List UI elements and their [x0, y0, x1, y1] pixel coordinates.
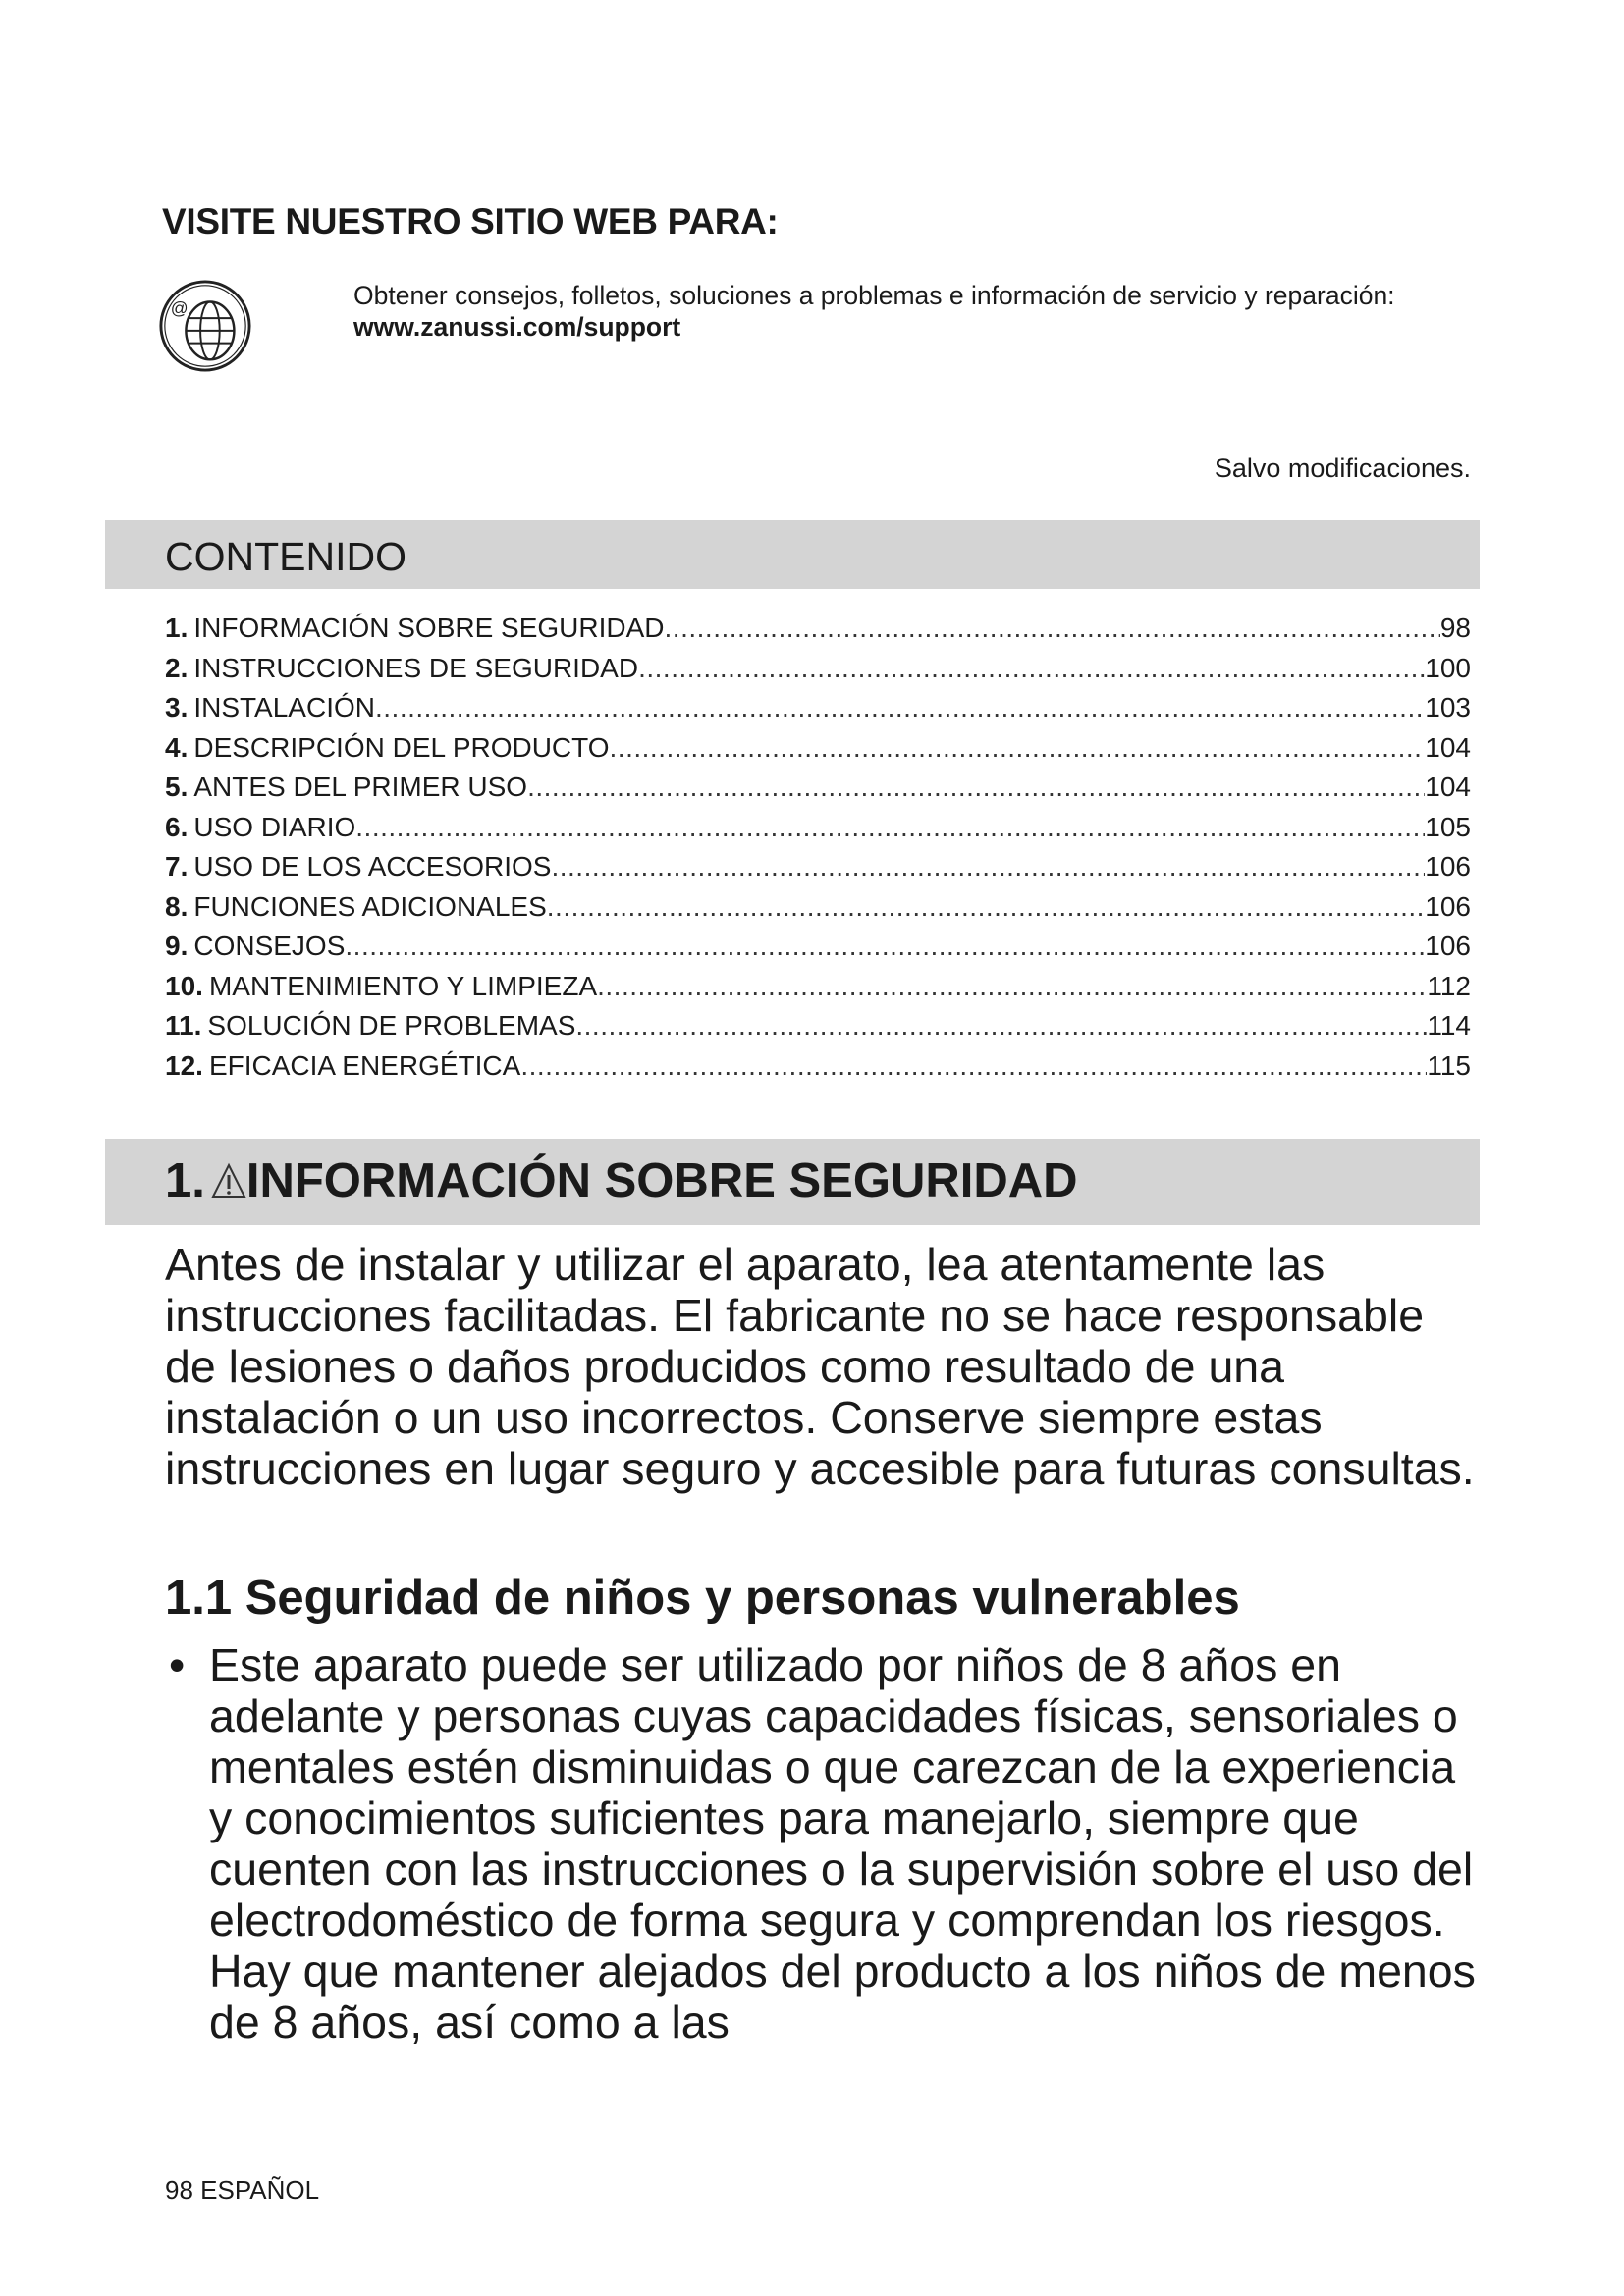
toc-header-bar — [105, 520, 1480, 589]
toc-item-page: 98 — [1439, 613, 1471, 643]
toc-item-label: INFORMACIÓN SOBRE SEGURIDAD — [193, 613, 665, 643]
toc-item[interactable] — [165, 609, 1471, 649]
toc-item-number: 8. — [165, 890, 189, 922]
toc-item-page: 105 — [1425, 811, 1471, 842]
toc-item-page: 100 — [1425, 652, 1471, 683]
toc-leader-dots — [575, 1006, 1427, 1046]
toc-item[interactable] — [165, 728, 1471, 769]
globe-at-icon — [157, 278, 253, 374]
section-header-bar — [105, 1139, 1480, 1225]
bullet-text: Este aparato puede ser utilizado por niños de 8 años en adelante y personas cuyas capacidades físicas, sensoriales o mentales estén disminuidas o que carezcan de la experiencia y conocimientos suficientes para manejarlo, siempre que cuenten con las instrucciones o la supervisión sobre el uso del electrodoméstico de forma segura y comprendan los riesgos. Hay que mantener alejados del producto a los niños de menos de 8 años, así como a las — [209, 1639, 1476, 2048]
toc-item-number: 7. — [165, 851, 189, 881]
bullet-item — [165, 1639, 1481, 2048]
toc-item-page: 114 — [1427, 1010, 1471, 1041]
toc-item-page: 103 — [1425, 692, 1471, 722]
toc-leader-dots — [551, 847, 1425, 887]
svg-text:@: @ — [170, 298, 189, 319]
toc-leader-dots — [547, 887, 1426, 928]
toc-item-number: 5. — [165, 772, 189, 802]
toc-item[interactable] — [165, 887, 1471, 928]
toc-item[interactable] — [165, 768, 1471, 808]
toc-leader-dots — [597, 967, 1427, 1007]
toc-item[interactable] — [165, 649, 1471, 689]
toc-item-number: 12. — [165, 1049, 203, 1081]
toc-item[interactable] — [165, 1006, 1471, 1046]
toc-item-number: 10. — [165, 970, 203, 1001]
toc-item[interactable] — [165, 847, 1471, 887]
toc-item-number: 6. — [165, 811, 189, 842]
toc-item[interactable] — [165, 1046, 1471, 1087]
toc-item-page: 104 — [1425, 731, 1471, 763]
toc-item-label: FUNCIONES ADICIONALES — [193, 890, 547, 922]
toc-leader-dots — [665, 609, 1440, 649]
toc-item-label: SOLUCIÓN DE PROBLEMAS — [207, 1010, 576, 1041]
toc-leader-dots — [345, 927, 1425, 967]
toc-item-label: INSTRUCCIONES DE SEGURIDAD — [193, 652, 639, 683]
toc-leader-dots — [638, 649, 1425, 689]
toc-leader-dots — [355, 808, 1425, 848]
visit-website-heading: VISITE NUESTRO SITIO WEB PARA: — [162, 201, 779, 241]
bullet-marker: • — [169, 1639, 186, 1690]
section-title-text: INFORMACIÓN SOBRE SEGURIDAD — [245, 1154, 1078, 1207]
toc-item-number: 4. — [165, 731, 189, 763]
toc-leader-dots — [375, 688, 1425, 728]
toc-title: CONTENIDO — [165, 534, 406, 579]
toc-item-label: MANTENIMIENTO Y LIMPIEZA — [208, 970, 598, 1001]
toc-item-number: 2. — [165, 652, 189, 683]
modifications-note: Salvo modificaciones. — [1214, 454, 1471, 483]
toc-item[interactable] — [165, 967, 1471, 1007]
section-number: 1. — [165, 1154, 205, 1207]
toc-item-number: 9. — [165, 931, 189, 961]
warning-triangle-icon — [211, 1162, 246, 1200]
toc-item-label: CONSEJOS — [193, 931, 346, 961]
toc-item[interactable] — [165, 927, 1471, 967]
toc-item-number: 11. — [165, 1010, 202, 1041]
toc-leader-dots — [610, 728, 1426, 769]
toc-item-label: USO DE LOS ACCESORIOS — [193, 851, 552, 881]
toc-item-page: 104 — [1425, 772, 1471, 802]
toc-item-label: ANTES DEL PRIMER USO — [193, 772, 528, 802]
toc-leader-dots — [527, 768, 1425, 808]
toc-item[interactable] — [165, 688, 1471, 728]
toc-item-page: 106 — [1425, 931, 1471, 961]
table-of-contents — [165, 609, 1471, 1086]
toc-item[interactable] — [165, 808, 1471, 848]
subsection-title: 1.1 Seguridad de niños y personas vulnerables — [165, 1572, 1240, 1625]
toc-item-page: 106 — [1425, 851, 1471, 881]
visit-text: Obtener consejos, folletos, soluciones a problemas e información de servicio y reparación: — [353, 281, 1395, 310]
toc-item-label: USO DIARIO — [193, 811, 356, 842]
toc-item-label: EFICACIA ENERGÉTICA — [208, 1049, 521, 1081]
visit-description — [353, 280, 1443, 343]
toc-item-page: 115 — [1427, 1049, 1471, 1081]
toc-item-number: 1. — [165, 613, 189, 643]
section-title — [165, 1153, 1078, 1208]
toc-item-page: 106 — [1425, 890, 1471, 922]
page-footer: 98 ESPAÑOL — [165, 2175, 320, 2205]
support-link[interactable]: www.zanussi.com/support — [353, 312, 681, 342]
intro-paragraph: Antes de instalar y utilizar el aparato, lea atentamente las instrucciones facilitadas. El fabricante no se hace responsable de lesiones o daños producidos como resultado de una instalación o un uso incorrectos. Conserve siempre estas instrucciones en lugar seguro y accesible para futuras consultas. — [165, 1239, 1475, 1494]
toc-item-label: DESCRIPCIÓN DEL PRODUCTO — [193, 731, 610, 763]
toc-item-label: INSTALACIÓN — [193, 692, 375, 722]
toc-item-page: 112 — [1427, 970, 1471, 1001]
toc-item-number: 3. — [165, 692, 189, 722]
toc-leader-dots — [520, 1046, 1427, 1087]
